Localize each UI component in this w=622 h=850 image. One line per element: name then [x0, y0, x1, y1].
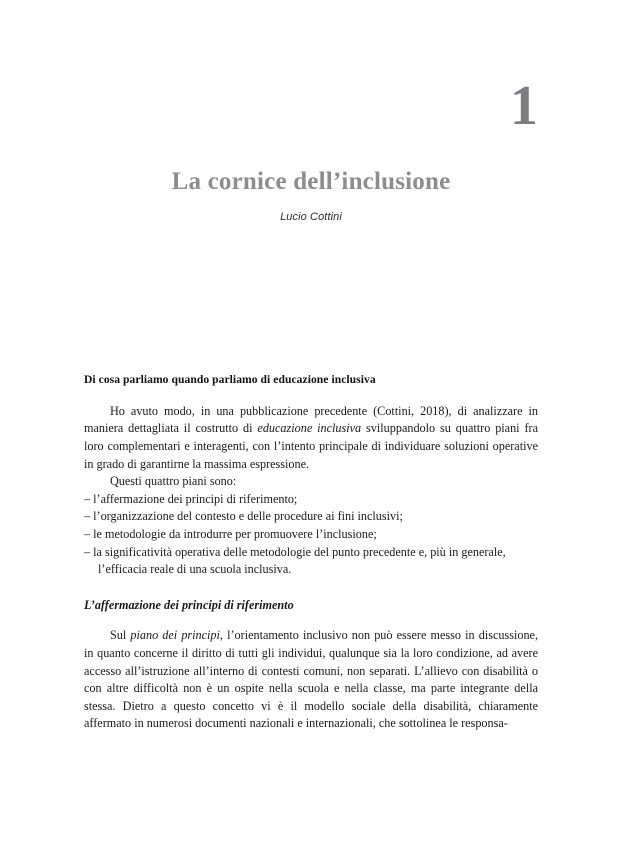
list-item-label: l’affermazione dei principi di riferimento;	[93, 491, 298, 506]
paragraph-principles	[84, 627, 538, 733]
list-item	[84, 508, 538, 526]
page-title: La cornice dell’inclusione	[171, 168, 451, 195]
paragraph-principles-part-2: l’orientamento inclusivo non può essere messo in discussione, in quanto concerne il diritto di tutti gli individui, qualunque sia la loro condizione, ad avere accesso all’istruzione all’interno di contesti comuni, non separati. L’allievo con disabilità o con altre difficoltà non è un ospite nella scuola e nella classe, ma parte integrante della stessa. Dietro a questo concetto vi è il modello sociale della disabilità, chiaramente affermato in numerosi documenti nazionali e internazionali, che sottolinea le responsa-	[84, 628, 538, 731]
paragraph-intro-italic-1: educazione inclusiva	[257, 421, 362, 436]
chapter-title-block	[0, 168, 622, 223]
list-item	[84, 544, 538, 579]
body-column	[84, 372, 538, 733]
list-dash-icon: –	[84, 491, 91, 506]
list-lead-in: Questi quattro piani sono:	[110, 474, 237, 489]
section-heading: Di cosa parliamo quando parliamo di educazione inclusiva	[84, 373, 376, 386]
paragraph-principles-italic-1: piano dei principi,	[130, 628, 223, 643]
list-item-label: le metodologie da introdurre per promuovere l’inclusione;	[93, 526, 377, 541]
principles-list	[84, 491, 538, 579]
chapter-number: 1	[510, 75, 538, 137]
paragraph-intro	[84, 403, 538, 473]
list-item	[84, 526, 538, 544]
list-item-label: la significatività operativa delle metodologie del punto precedente e, più in generale, l’efficacia reale di una scuola inclusiva.	[93, 544, 506, 577]
list-dash-icon: –	[84, 526, 91, 541]
list-item	[84, 491, 538, 509]
paragraph-intro-part-1: Ho avuto modo, in una pubblicazione precedente (Cottini, 2018), di analizzare in maniera dettagliata il costrutto di	[84, 403, 538, 436]
list-dash-icon: –	[84, 509, 91, 524]
paragraph-intro-part-2: sviluppandolo su quattro piani fra loro complementari e interagenti, con l’intento principale di individuare soluzioni operative in grado di garantirne la massima espressione.	[84, 421, 538, 471]
sub-heading: L’affermazione dei principi di riferimento	[84, 597, 294, 612]
list-dash-icon: –	[84, 544, 91, 559]
chapter-author: Lucio Cottini	[280, 210, 342, 223]
paragraph-principles-part-1: Sul	[110, 628, 131, 643]
list-item-label: l’organizzazione del contesto e delle procedure ai fini inclusivi;	[93, 509, 403, 524]
